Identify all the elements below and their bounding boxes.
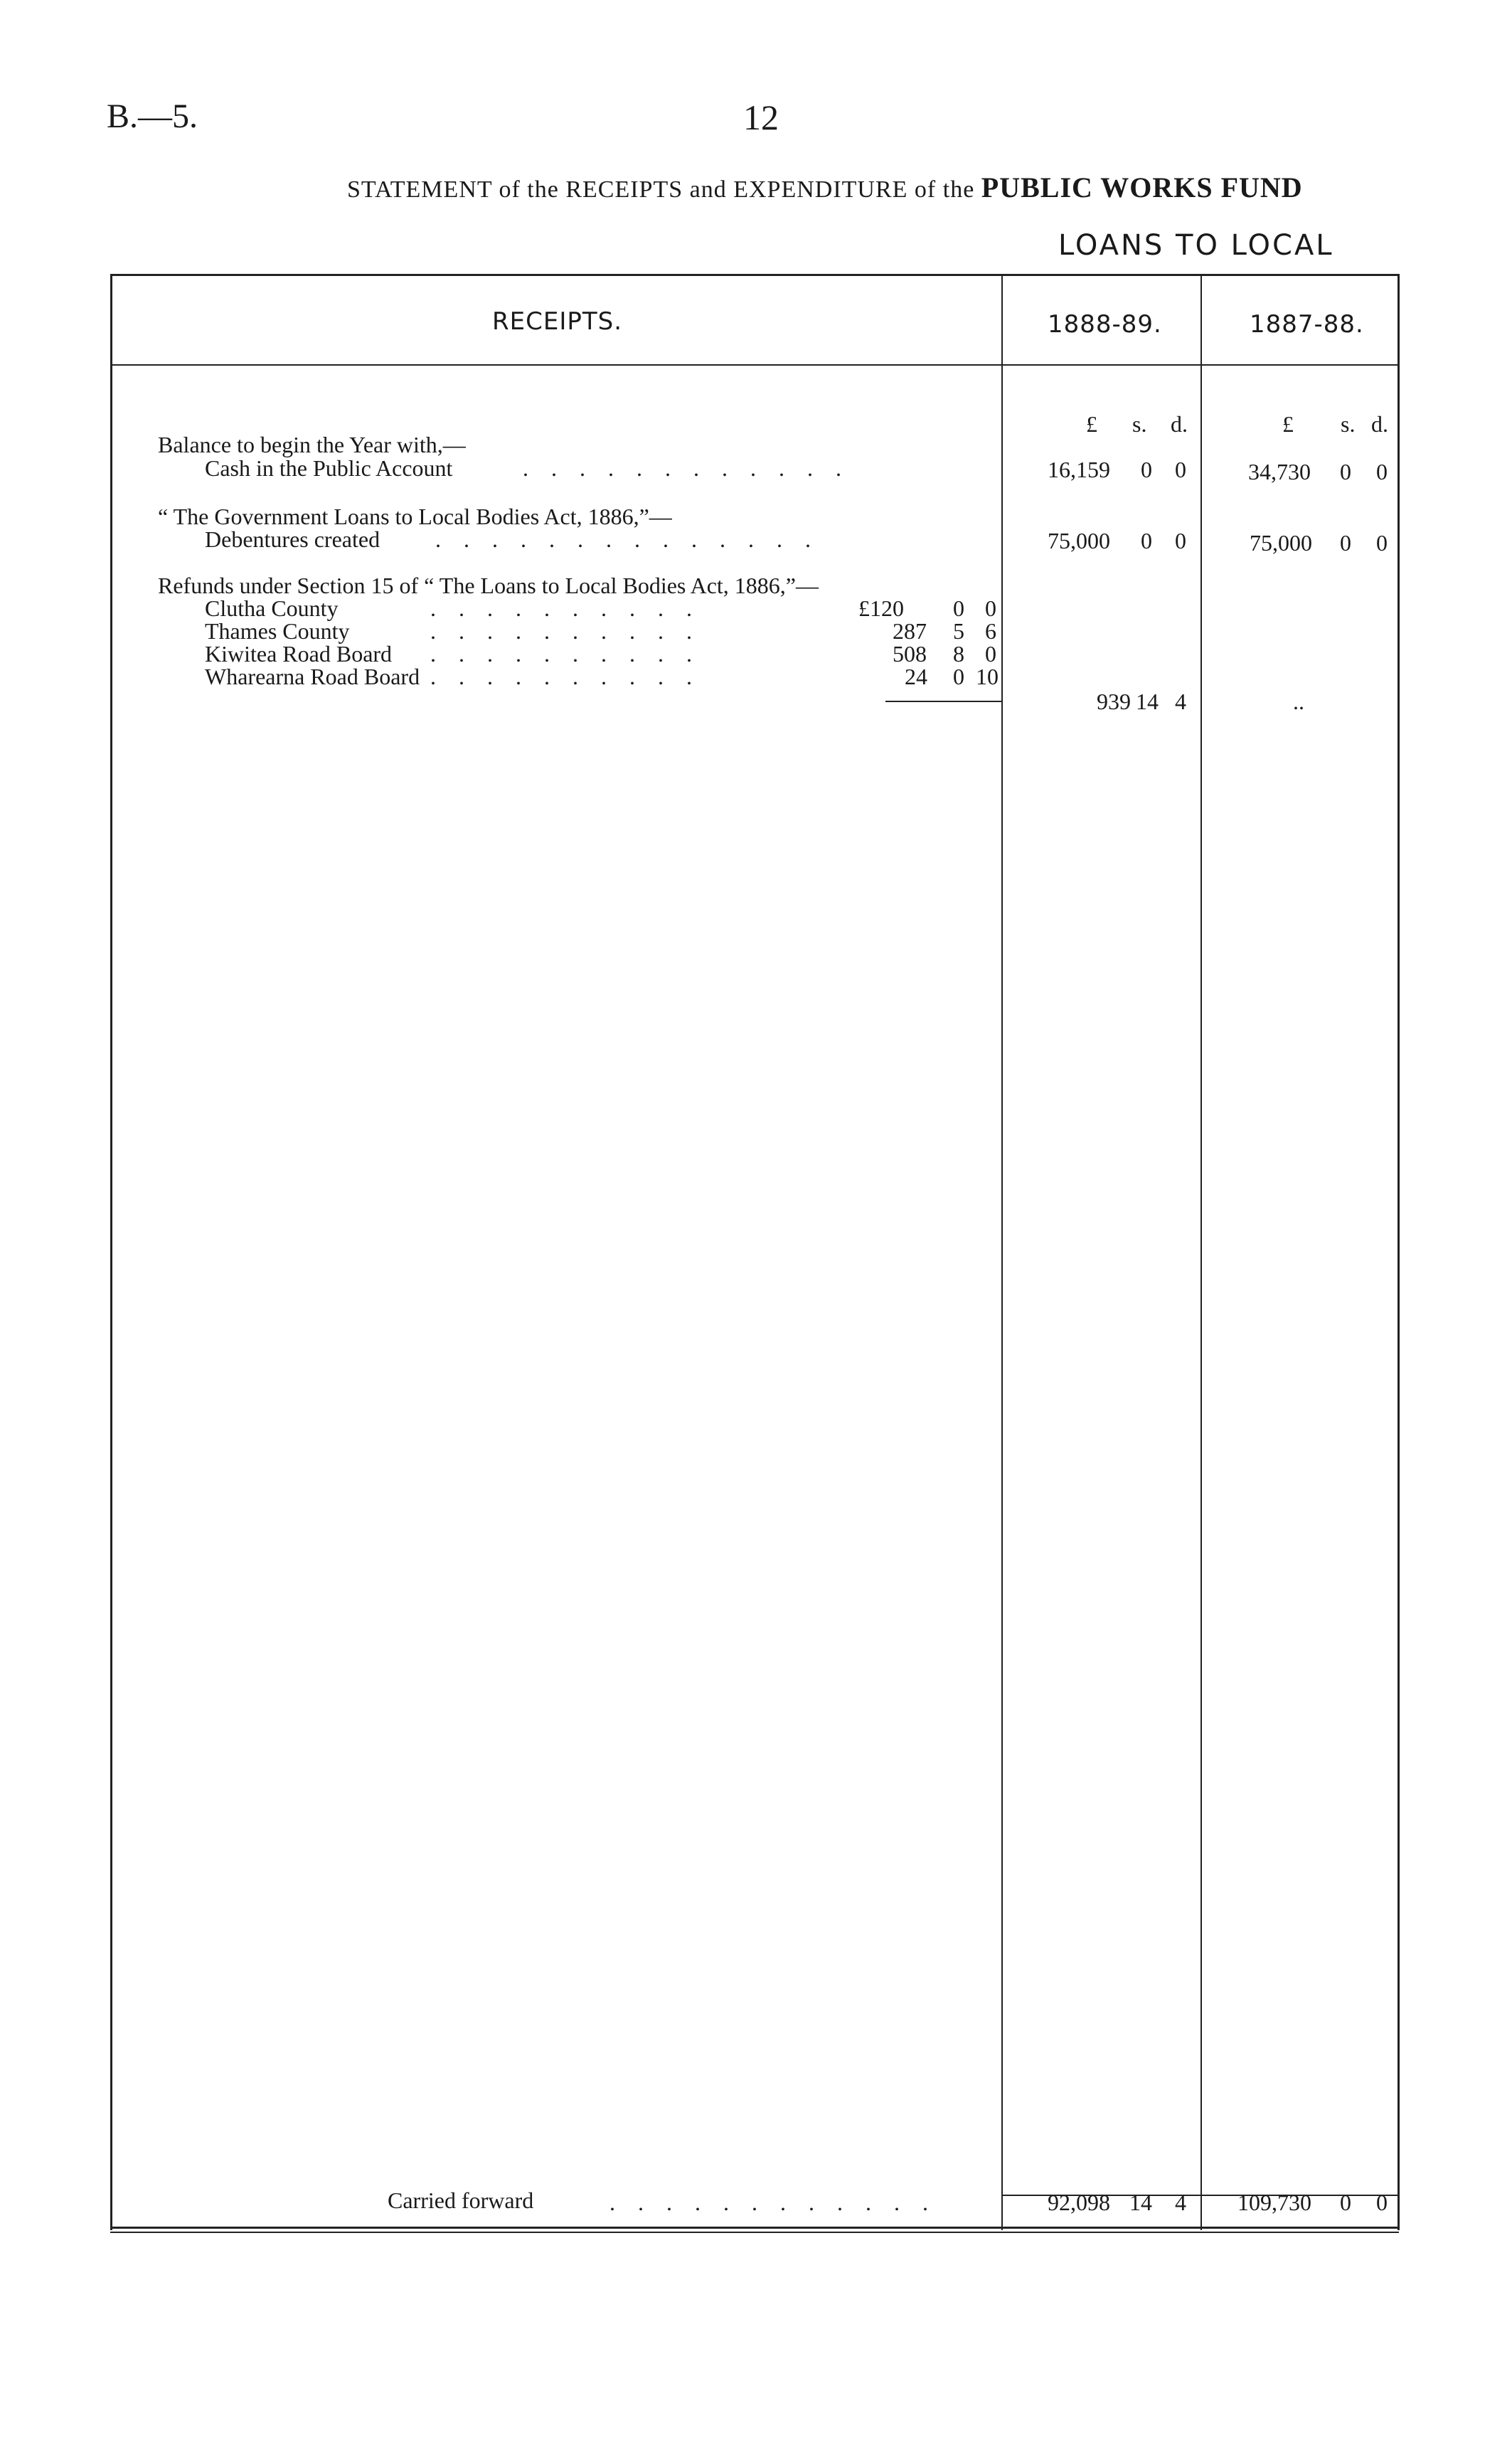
carried-1888-s: 14 xyxy=(1129,2190,1152,2215)
title-fund: PUBLIC WORKS FUND xyxy=(981,171,1303,203)
col-divider-2 xyxy=(1200,274,1202,2230)
refund-item-s: 8 xyxy=(953,641,964,667)
carried-1887-s: 0 xyxy=(1340,2190,1351,2215)
refunds-subtotal-rule xyxy=(885,701,1001,702)
refunds-1888-d: 4 xyxy=(1175,689,1186,714)
table-right-rule xyxy=(1397,274,1400,2230)
refund-item-pounds: 508 xyxy=(893,641,927,667)
pound-unit-1888: £ xyxy=(1086,411,1097,437)
refund-item-d: 6 xyxy=(985,618,996,644)
shilling-unit-1887: s. xyxy=(1341,411,1356,437)
statement-subtitle: LOANS TO LOCAL xyxy=(1058,229,1334,262)
carried-forward-label: Carried forward xyxy=(388,2187,534,2213)
refund-item-s: 0 xyxy=(953,664,964,689)
cash-label: Cash in the Public Account xyxy=(205,455,453,481)
debentures-label: Debentures created xyxy=(205,526,380,552)
cash-leader: . . . . . . . . . . . . xyxy=(523,455,850,481)
refunds-1887-value: .. xyxy=(1293,689,1304,714)
govt-act-heading: “ The Government Loans to Local Bodies Act, 1886,”— xyxy=(158,504,672,529)
carried-1887-pounds: 109,730 xyxy=(1237,2190,1311,2215)
cash-1887-d: 0 xyxy=(1376,459,1388,484)
col-divider-1 xyxy=(1001,274,1003,2230)
cash-1888-s: 0 xyxy=(1141,457,1152,482)
refund-item-name: Clutha County xyxy=(205,595,339,621)
carried-1887-d: 0 xyxy=(1376,2190,1388,2215)
debentures-1888-pounds: 75,000 xyxy=(1048,528,1110,553)
refund-item-name: Kiwitea Road Board xyxy=(205,641,393,667)
refunds-1888-pounds: 939 xyxy=(1097,689,1131,714)
refund-item-s: 0 xyxy=(953,595,964,621)
cash-1888-pounds: 16,159 xyxy=(1048,457,1110,482)
receipts-header: RECEIPTS. xyxy=(492,307,623,336)
title-text: STATEMENT of the RECEIPTS and EXPENDITURE of the xyxy=(347,176,981,203)
pence-unit-1888: d. xyxy=(1171,411,1188,437)
year-1888-header: 1888-89. xyxy=(1048,310,1162,339)
refund-item-leader: . . . . . . . . . . xyxy=(430,664,701,689)
debentures-1887-d: 0 xyxy=(1376,530,1388,556)
refund-item-s: 5 xyxy=(953,618,964,644)
refund-item-name: Wharearna Road Board xyxy=(205,664,420,689)
shilling-unit-1888: s. xyxy=(1132,411,1147,437)
debentures-1887-s: 0 xyxy=(1340,530,1351,556)
table-top-rule xyxy=(110,274,1399,276)
refund-item-name: Thames County xyxy=(205,618,350,644)
header-bottom-rule xyxy=(110,364,1399,366)
refund-item-d: 0 xyxy=(985,595,996,621)
refund-item-pounds: 24 xyxy=(905,664,927,689)
refund-item-d: 10 xyxy=(976,664,999,689)
refund-item-pounds: £120 xyxy=(858,595,904,621)
refund-item-leader: . . . . . . . . . . xyxy=(430,641,701,667)
balance-heading: Balance to begin the Year with,— xyxy=(158,432,466,457)
pound-unit-1887: £ xyxy=(1282,411,1294,437)
statement-title xyxy=(347,171,1303,204)
pence-unit-1887: d. xyxy=(1371,411,1388,437)
refunds-heading: Refunds under Section 15 of “ The Loans to Local Bodies Act, 1886,”— xyxy=(158,573,819,598)
debentures-1888-s: 0 xyxy=(1141,528,1152,553)
debentures-1888-d: 0 xyxy=(1175,528,1186,553)
debentures-leader: . . . . . . . . . . . . . . xyxy=(435,526,819,552)
refund-item-d: 0 xyxy=(985,641,996,667)
cash-1888-d: 0 xyxy=(1175,457,1186,482)
document-code: B.—5. xyxy=(107,97,198,135)
refunds-1888-s: 14 xyxy=(1136,689,1159,714)
table-bottom-rule-2 xyxy=(110,2232,1399,2233)
refund-item-leader: . . . . . . . . . . xyxy=(430,618,701,644)
cash-1887-pounds: 34,730 xyxy=(1248,459,1311,484)
carried-forward-leader: . . . . . . . . . . . . xyxy=(609,2190,937,2215)
cash-1887-s: 0 xyxy=(1340,459,1351,484)
carried-1888-pounds: 92,098 xyxy=(1048,2190,1110,2215)
refund-item-leader: . . . . . . . . . . xyxy=(430,595,701,621)
table-bottom-rule xyxy=(110,2227,1399,2229)
carried-1888-d: 4 xyxy=(1175,2190,1186,2215)
page-number: 12 xyxy=(743,97,779,137)
year-1887-header: 1887-88. xyxy=(1250,310,1364,339)
refund-item-pounds: 287 xyxy=(893,618,927,644)
table-left-rule xyxy=(110,274,112,2230)
debentures-1887-pounds: 75,000 xyxy=(1250,530,1312,556)
